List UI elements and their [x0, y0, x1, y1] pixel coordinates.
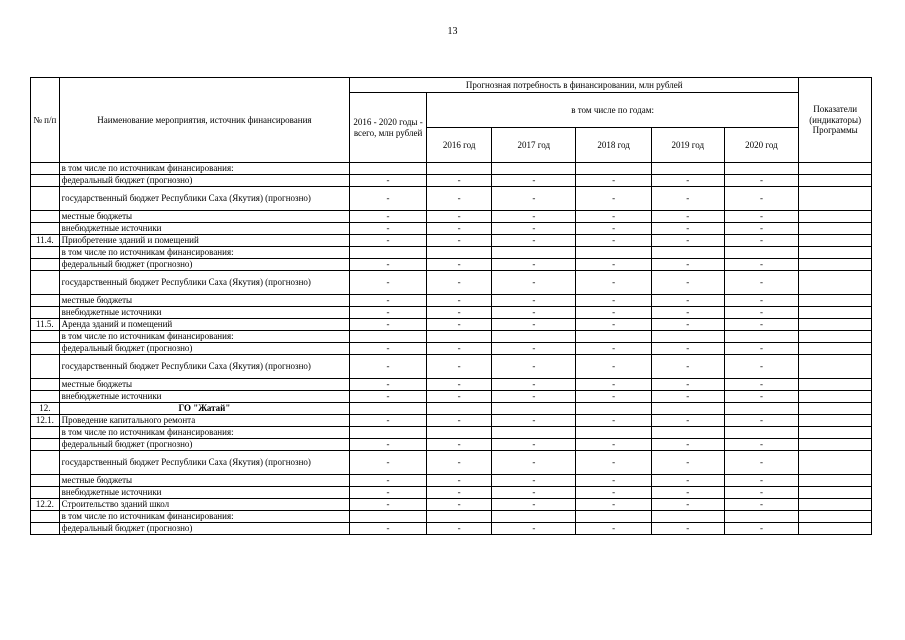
- value-2019: -: [651, 499, 724, 511]
- table-row: [31, 391, 872, 403]
- row-name: Аренда зданий и помещений: [59, 319, 350, 331]
- value-2017: -: [492, 415, 576, 427]
- header-number: № п/п: [31, 78, 60, 163]
- value-2020: -: [724, 379, 799, 391]
- row-number: [31, 271, 60, 295]
- row-name: федеральный бюджет (прогнозно): [59, 259, 350, 271]
- value-2016: -: [426, 379, 491, 391]
- value-2019: [651, 511, 724, 523]
- value-2018: -: [576, 295, 652, 307]
- row-number: 12.2.: [31, 499, 60, 511]
- value-2018: -: [576, 235, 652, 247]
- value-2016: -: [426, 355, 491, 379]
- value-2020: -: [724, 319, 799, 331]
- value-2018: -: [576, 415, 652, 427]
- value-2020: -: [724, 523, 799, 535]
- value-2017: -: [492, 187, 576, 211]
- value-2018: -: [576, 175, 652, 187]
- row-number: [31, 475, 60, 487]
- value-total: [350, 511, 427, 523]
- value-2020: [724, 247, 799, 259]
- row-indicators: [799, 391, 872, 403]
- value-2020: -: [724, 439, 799, 451]
- value-2016: -: [426, 475, 491, 487]
- value-2017: -: [492, 343, 576, 355]
- value-2020: -: [724, 475, 799, 487]
- value-2017: -: [492, 295, 576, 307]
- table-row: [31, 259, 872, 271]
- table-row: [31, 379, 872, 391]
- row-number: [31, 259, 60, 271]
- row-name: в том числе по источникам финансирования:: [59, 163, 350, 175]
- value-2019: [651, 247, 724, 259]
- value-2016: [426, 403, 491, 415]
- row-name: внебюджетные источники: [59, 487, 350, 499]
- table-row: [31, 499, 872, 511]
- row-name: местные бюджеты: [59, 475, 350, 487]
- table-row: [31, 523, 872, 535]
- row-number: 12.1.: [31, 415, 60, 427]
- row-indicators: [799, 379, 872, 391]
- value-total: -: [350, 475, 427, 487]
- value-2016: [426, 427, 491, 439]
- value-2020: -: [724, 175, 799, 187]
- row-number: 11.4.: [31, 235, 60, 247]
- row-name: федеральный бюджет (прогнозно): [59, 439, 350, 451]
- value-2018: [576, 511, 652, 523]
- value-2017: -: [492, 271, 576, 295]
- row-indicators: [799, 427, 872, 439]
- value-total: [350, 163, 427, 175]
- value-2018: -: [576, 223, 652, 235]
- row-indicators: [799, 223, 872, 235]
- value-2016: -: [426, 319, 491, 331]
- value-2018: [576, 403, 652, 415]
- value-2018: [576, 427, 652, 439]
- value-2019: [651, 403, 724, 415]
- value-2019: [651, 163, 724, 175]
- row-number: [31, 379, 60, 391]
- row-number: [31, 451, 60, 475]
- row-indicators: [799, 307, 872, 319]
- value-2018: [576, 247, 652, 259]
- value-total: -: [350, 235, 427, 247]
- value-2018: -: [576, 391, 652, 403]
- row-name: государственный бюджет Республики Саха (Якутия) (прогнозно): [59, 187, 350, 211]
- value-2016: -: [426, 391, 491, 403]
- value-2020: [724, 403, 799, 415]
- financing-table: [30, 77, 872, 535]
- row-indicators: [799, 343, 872, 355]
- value-2017: -: [492, 259, 576, 271]
- row-name: ГО "Жатай": [59, 403, 350, 415]
- value-2017: -: [492, 307, 576, 319]
- value-2019: -: [651, 379, 724, 391]
- value-2016: -: [426, 523, 491, 535]
- value-2016: -: [426, 223, 491, 235]
- value-2016: -: [426, 499, 491, 511]
- row-indicators: [799, 487, 872, 499]
- row-indicators: [799, 211, 872, 223]
- value-2017: [492, 427, 576, 439]
- row-name: федеральный бюджет (прогнозно): [59, 523, 350, 535]
- row-indicators: [799, 415, 872, 427]
- value-2020: -: [724, 223, 799, 235]
- table-row: [31, 319, 872, 331]
- row-name: Проведение капитального ремонта: [59, 415, 350, 427]
- table-row: [31, 475, 872, 487]
- value-total: -: [350, 271, 427, 295]
- value-total: -: [350, 307, 427, 319]
- value-2020: -: [724, 259, 799, 271]
- row-name: внебюджетные источники: [59, 223, 350, 235]
- value-2019: -: [651, 415, 724, 427]
- value-2016: -: [426, 211, 491, 223]
- value-2019: -: [651, 259, 724, 271]
- table-row: [31, 427, 872, 439]
- row-number: [31, 223, 60, 235]
- table-row: [31, 451, 872, 475]
- table-row: [31, 211, 872, 223]
- page-number: 13: [447, 26, 458, 37]
- value-2016: -: [426, 175, 491, 187]
- value-total: -: [350, 259, 427, 271]
- row-indicators: [799, 355, 872, 379]
- row-name: федеральный бюджет (прогнозно): [59, 343, 350, 355]
- value-2018: -: [576, 307, 652, 319]
- value-2017: -: [492, 355, 576, 379]
- row-number: [31, 487, 60, 499]
- value-2016: -: [426, 187, 491, 211]
- value-2019: -: [651, 475, 724, 487]
- value-2018: -: [576, 355, 652, 379]
- value-2019: -: [651, 175, 724, 187]
- value-2019: -: [651, 187, 724, 211]
- row-number: [31, 427, 60, 439]
- header-year-2018: 2018 год: [576, 128, 652, 163]
- row-number: [31, 439, 60, 451]
- value-2018: -: [576, 475, 652, 487]
- row-number: [31, 175, 60, 187]
- row-name: в том числе по источникам финансирования:: [59, 331, 350, 343]
- value-2016: -: [426, 439, 491, 451]
- value-2017: -: [492, 523, 576, 535]
- row-indicators: [799, 499, 872, 511]
- header-year-2016: 2016 год: [426, 128, 491, 163]
- value-2019: -: [651, 223, 724, 235]
- value-2019: -: [651, 307, 724, 319]
- row-name: государственный бюджет Республики Саха (Якутия) (прогнозно): [59, 355, 350, 379]
- value-2018: -: [576, 187, 652, 211]
- row-name: государственный бюджет Республики Саха (Якутия) (прогнозно): [59, 271, 350, 295]
- value-total: -: [350, 187, 427, 211]
- row-name: федеральный бюджет (прогнозно): [59, 175, 350, 187]
- value-total: -: [350, 391, 427, 403]
- row-number: [31, 331, 60, 343]
- row-indicators: [799, 235, 872, 247]
- value-2017: -: [492, 391, 576, 403]
- value-2017: [492, 247, 576, 259]
- value-total: [350, 403, 427, 415]
- value-2019: -: [651, 487, 724, 499]
- value-2018: -: [576, 271, 652, 295]
- value-total: -: [350, 451, 427, 475]
- row-indicators: [799, 271, 872, 295]
- header-by-years: в том числе по годам:: [426, 93, 798, 128]
- value-total: -: [350, 211, 427, 223]
- row-number: [31, 355, 60, 379]
- table-row: [31, 487, 872, 499]
- value-2018: -: [576, 523, 652, 535]
- value-2016: -: [426, 259, 491, 271]
- value-2020: -: [724, 499, 799, 511]
- value-2016: -: [426, 307, 491, 319]
- value-total: -: [350, 319, 427, 331]
- table-row: [31, 175, 872, 187]
- value-2020: -: [724, 343, 799, 355]
- value-2019: -: [651, 271, 724, 295]
- table-row: [31, 247, 872, 259]
- table-row: [31, 295, 872, 307]
- value-2020: -: [724, 487, 799, 499]
- header-indicators: Показатели (индикаторы) Программы: [799, 78, 872, 163]
- row-name: местные бюджеты: [59, 211, 350, 223]
- value-2016: -: [426, 235, 491, 247]
- value-2017: [492, 331, 576, 343]
- value-2019: [651, 331, 724, 343]
- value-2018: -: [576, 499, 652, 511]
- value-2017: -: [492, 475, 576, 487]
- table-row: [31, 415, 872, 427]
- value-2017: [492, 511, 576, 523]
- row-number: [31, 307, 60, 319]
- row-name: в том числе по источникам финансирования:: [59, 511, 350, 523]
- row-name: в том числе по источникам финансирования:: [59, 427, 350, 439]
- value-2019: -: [651, 295, 724, 307]
- value-2017: -: [492, 451, 576, 475]
- row-indicators: [799, 319, 872, 331]
- value-2017: -: [492, 439, 576, 451]
- value-total: -: [350, 343, 427, 355]
- value-2016: -: [426, 343, 491, 355]
- value-2019: -: [651, 355, 724, 379]
- row-indicators: [799, 247, 872, 259]
- value-total: -: [350, 499, 427, 511]
- row-number: [31, 295, 60, 307]
- value-2018: -: [576, 259, 652, 271]
- row-indicators: [799, 259, 872, 271]
- row-indicators: [799, 439, 872, 451]
- value-2017: -: [492, 175, 576, 187]
- value-2016: -: [426, 451, 491, 475]
- value-2017: -: [492, 223, 576, 235]
- value-2016: [426, 331, 491, 343]
- value-2020: [724, 163, 799, 175]
- row-name: государственный бюджет Республики Саха (Якутия) (прогнозно): [59, 451, 350, 475]
- row-indicators: [799, 187, 872, 211]
- row-number: [31, 247, 60, 259]
- row-name: Строительство зданий школ: [59, 499, 350, 511]
- value-2016: [426, 247, 491, 259]
- value-2017: -: [492, 379, 576, 391]
- table-row: [31, 187, 872, 211]
- row-indicators: [799, 403, 872, 415]
- value-total: -: [350, 379, 427, 391]
- row-name: местные бюджеты: [59, 295, 350, 307]
- value-2020: [724, 331, 799, 343]
- value-2018: -: [576, 487, 652, 499]
- value-total: -: [350, 355, 427, 379]
- header-forecast-group: Прогнозная потребность в финансировании, млн рублей: [350, 78, 799, 93]
- value-2018: [576, 331, 652, 343]
- value-2016: -: [426, 487, 491, 499]
- value-2019: [651, 427, 724, 439]
- value-2016: [426, 163, 491, 175]
- row-number: [31, 163, 60, 175]
- value-total: [350, 331, 427, 343]
- header-year-2019: 2019 год: [651, 128, 724, 163]
- row-number: 11.5.: [31, 319, 60, 331]
- value-2016: -: [426, 271, 491, 295]
- row-name: внебюджетные источники: [59, 391, 350, 403]
- value-2019: -: [651, 439, 724, 451]
- table-row: [31, 343, 872, 355]
- value-2018: -: [576, 319, 652, 331]
- row-number: [31, 187, 60, 211]
- table-row: [31, 163, 872, 175]
- value-2020: [724, 427, 799, 439]
- value-total: -: [350, 295, 427, 307]
- value-2018: -: [576, 451, 652, 475]
- value-total: [350, 427, 427, 439]
- value-total: -: [350, 175, 427, 187]
- table-row: [31, 271, 872, 295]
- row-indicators: [799, 163, 872, 175]
- row-indicators: [799, 331, 872, 343]
- row-name: внебюджетные источники: [59, 307, 350, 319]
- value-2016: -: [426, 415, 491, 427]
- value-2019: -: [651, 523, 724, 535]
- table-row: [31, 223, 872, 235]
- row-indicators: [799, 475, 872, 487]
- value-2017: [492, 403, 576, 415]
- row-number: [31, 343, 60, 355]
- value-2017: [492, 163, 576, 175]
- row-name: Приобретение зданий и помещений: [59, 235, 350, 247]
- value-2020: -: [724, 211, 799, 223]
- row-number: [31, 523, 60, 535]
- table-row: [31, 307, 872, 319]
- row-number: 12.: [31, 403, 60, 415]
- value-2020: [724, 511, 799, 523]
- value-total: -: [350, 415, 427, 427]
- value-2020: -: [724, 295, 799, 307]
- value-2018: -: [576, 439, 652, 451]
- row-indicators: [799, 295, 872, 307]
- value-2017: -: [492, 487, 576, 499]
- table-body: [31, 163, 872, 535]
- value-total: -: [350, 487, 427, 499]
- value-total: [350, 247, 427, 259]
- header-total: 2016 - 2020 годы - всего, млн рублей: [350, 93, 427, 163]
- value-total: -: [350, 523, 427, 535]
- value-2020: -: [724, 391, 799, 403]
- value-2019: -: [651, 451, 724, 475]
- value-2018: [576, 163, 652, 175]
- value-2020: -: [724, 307, 799, 319]
- value-2020: -: [724, 235, 799, 247]
- row-number: [31, 511, 60, 523]
- row-number: [31, 391, 60, 403]
- row-indicators: [799, 511, 872, 523]
- value-2020: -: [724, 451, 799, 475]
- value-2020: -: [724, 355, 799, 379]
- value-2019: -: [651, 391, 724, 403]
- table-row: [31, 355, 872, 379]
- value-2018: -: [576, 211, 652, 223]
- value-2016: [426, 511, 491, 523]
- value-total: -: [350, 439, 427, 451]
- value-2020: -: [724, 415, 799, 427]
- header-year-2020: 2020 год: [724, 128, 799, 163]
- table-row: [31, 235, 872, 247]
- row-indicators: [799, 451, 872, 475]
- row-name: местные бюджеты: [59, 379, 350, 391]
- value-2016: -: [426, 295, 491, 307]
- value-2019: -: [651, 235, 724, 247]
- value-2019: -: [651, 319, 724, 331]
- table-row: [31, 511, 872, 523]
- value-2020: -: [724, 187, 799, 211]
- row-number: [31, 211, 60, 223]
- table-row: [31, 439, 872, 451]
- value-2017: -: [492, 499, 576, 511]
- row-indicators: [799, 175, 872, 187]
- value-2019: -: [651, 343, 724, 355]
- section-row: [31, 403, 872, 415]
- value-2018: -: [576, 343, 652, 355]
- header-name: Наименование мероприятия, источник финансирования: [59, 78, 350, 163]
- value-total: -: [350, 223, 427, 235]
- value-2020: -: [724, 271, 799, 295]
- value-2017: -: [492, 319, 576, 331]
- value-2018: -: [576, 379, 652, 391]
- row-indicators: [799, 523, 872, 535]
- header-year-2017: 2017 год: [492, 128, 576, 163]
- table-row: [31, 331, 872, 343]
- value-2019: -: [651, 211, 724, 223]
- value-2017: -: [492, 235, 576, 247]
- row-name: в том числе по источникам финансирования:: [59, 247, 350, 259]
- value-2017: -: [492, 211, 576, 223]
